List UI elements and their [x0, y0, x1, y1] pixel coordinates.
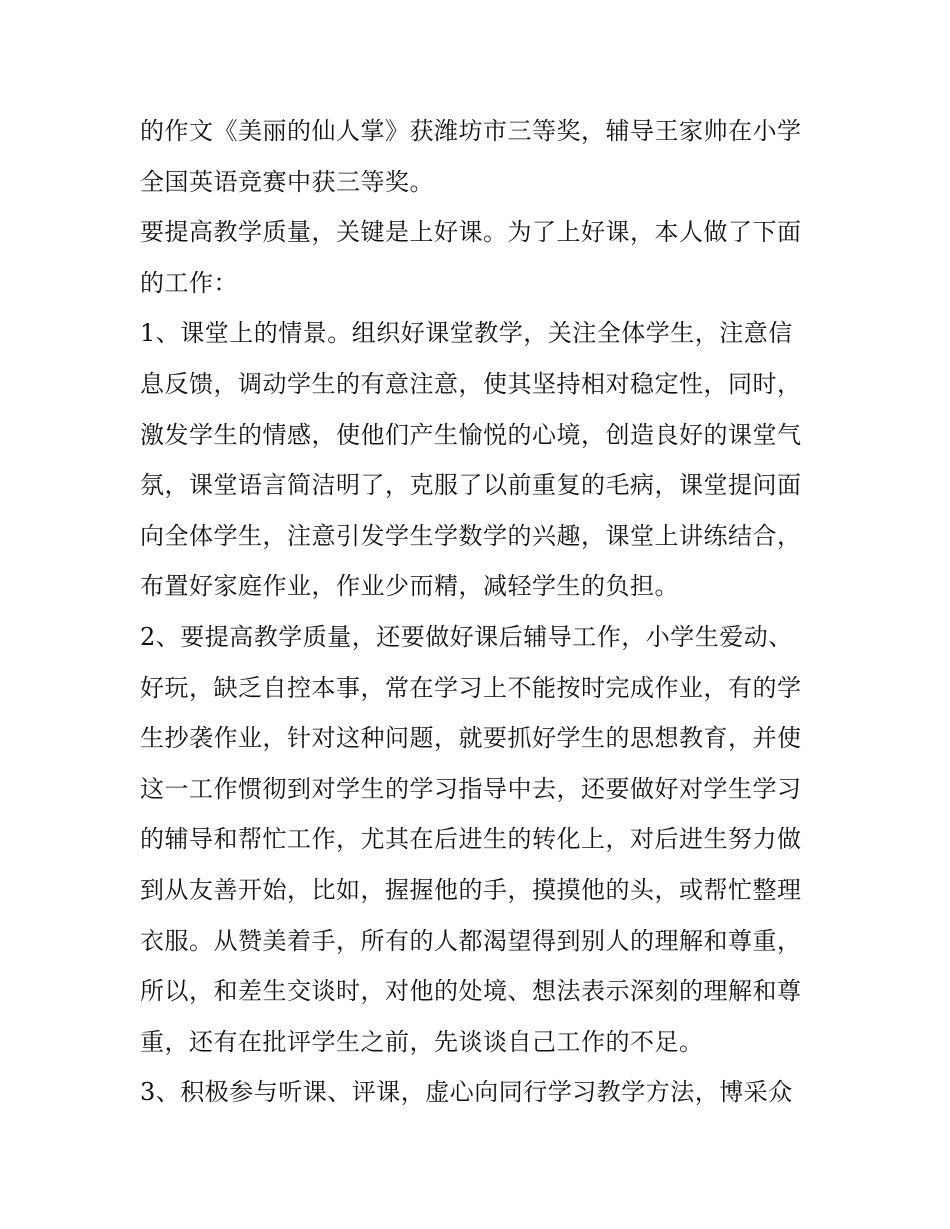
text-line: 全国英语竞赛中获三等奖。 — [140, 167, 434, 196]
text-line: 好玩，缺乏自控本事，常在学习上不能按时完成作业，有的学 — [140, 673, 802, 702]
body-text — [140, 106, 820, 1118]
text-line: 重，还有在批评学生之前，先谈谈自己工作的不足。 — [140, 1027, 704, 1056]
text-line: 3、积极参与听课、评课，虚心向同行学习教学方法，博采众 — [140, 1078, 793, 1107]
text-line: 氛，课堂语言简洁明了，克服了以前重复的毛病，课堂提问面 — [140, 471, 802, 500]
text-line: 的辅导和帮忙工作，尤其在后进生的转化上，对后进生努力做 — [140, 825, 802, 854]
text-line: 生抄袭作业，针对这种问题，就要抓好学生的思想教育，并使 — [140, 724, 802, 753]
text-line: 所以，和差生交谈时，对他的处境、想法表示深刻的理解和尊 — [140, 977, 802, 1006]
text-line: 的作文《美丽的仙人掌》获潍坊市三等奖，辅导王家帅在小学 — [140, 117, 802, 145]
text-line: 向全体学生，注意引发学生学数学的兴趣，课堂上讲练结合， — [140, 521, 802, 550]
text-line: 息反馈，调动学生的有意注意，使其坚持相对稳定性，同时， — [140, 369, 802, 398]
text-line: 激发学生的情感，使他们产生愉悦的心境，创造良好的课堂气 — [140, 420, 802, 449]
text-line: 2、要提高教学质量，还要做好课后辅导工作，小学生爱动、 — [140, 622, 793, 651]
text-line: 要提高教学质量，关键是上好课。为了上好课，本人做了下面 — [140, 218, 802, 247]
text-line: 的工作： — [140, 268, 238, 297]
text-line: 到从友善开始，比如，握握他的手，摸摸他的头，或帮忙整理 — [140, 875, 802, 904]
text-line: 衣服。从赞美着手，所有的人都渴望得到别人的理解和尊重， — [140, 926, 802, 955]
text-line: 布置好家庭作业，作业少而精，减轻学生的负担。 — [140, 572, 679, 601]
text-line: 1、课堂上的情景。组织好课堂教学，关注全体学生，注意信 — [140, 319, 793, 348]
text-line: 这一工作惯彻到对学生的学习指导中去，还要做好对学生学习 — [140, 774, 802, 803]
